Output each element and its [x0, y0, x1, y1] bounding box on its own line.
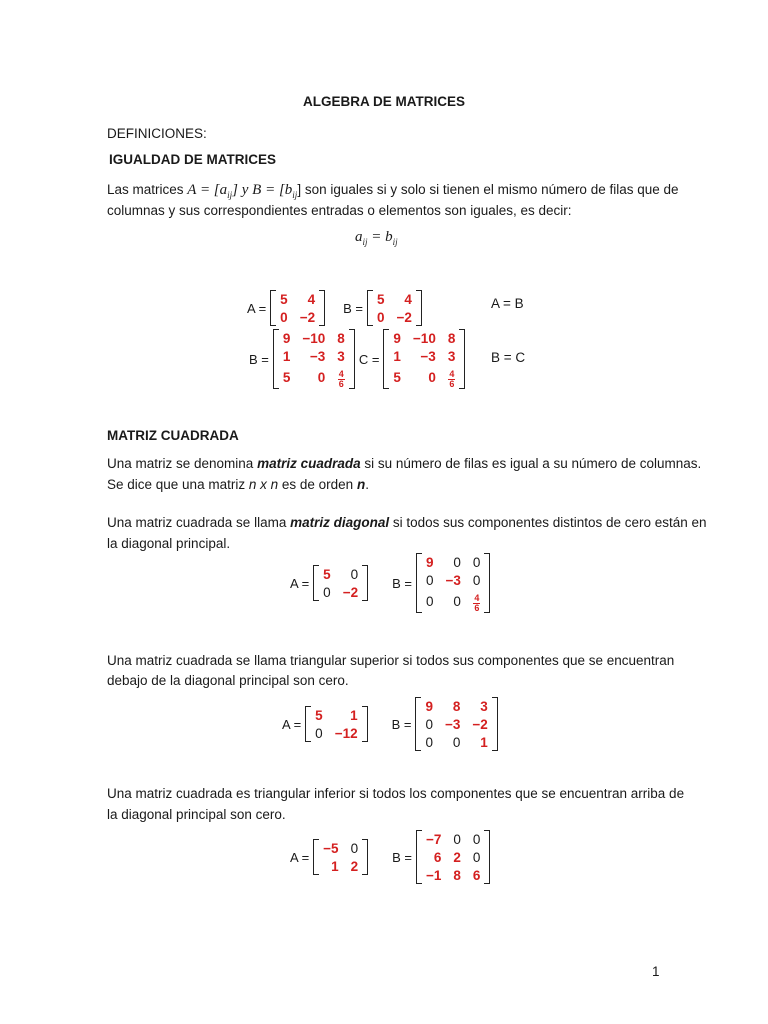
lower-p1: Una matriz cuadrada es triangular inferior si todos los componentes que se encuentran arriba de	[107, 786, 685, 801]
square-p1: Una matriz se denomina matriz cuadrada si su número de filas es igual a su número de columnas.	[107, 456, 702, 471]
upper-p2: debajo de la diagonal principal son cero.	[107, 673, 349, 688]
label-b2: B =	[249, 351, 269, 367]
matrix-lower-b: −7 0 0 6 2 0 −1 8 6	[416, 830, 490, 884]
matrix-upper-b: 9 8 3 0 −3 −2 0 0 1	[415, 697, 497, 751]
label-a: A =	[247, 300, 267, 316]
page-title: ALGEBRA DE MATRICES	[303, 94, 465, 109]
label-b: B =	[392, 575, 412, 591]
matrix-diag-a: 5 0 0 −2	[313, 565, 368, 601]
result-b-eq-c: B = C	[491, 350, 526, 365]
matrix-upper-a: 5 1 0 −12	[305, 706, 367, 742]
label-b: B =	[391, 716, 412, 732]
page-number: 1	[652, 964, 660, 979]
definitions-heading: DEFINICIONES:	[107, 126, 207, 141]
equality-paragraph-line2: columnas y sus correspondientes entradas o elementos son iguales, es decir:	[107, 203, 572, 218]
math-a: $A = [a_{ij}]$ y $B = [b_{ij}$	[187, 182, 298, 200]
upper-p1: Una matriz cuadrada se llama triangular superior si todos sus componentes que se encuentran	[107, 653, 675, 668]
lower-p2: la diagonal principal son cero.	[107, 807, 286, 822]
matrix-c: 9 −10 8 1 −3 3 5 0 $\frac{4}{6}$	[383, 329, 465, 389]
matrix-b3: 9 −10 8 1 −3 3 5 0 $\frac{4}{6}$	[273, 329, 355, 389]
matrix-diag-b: 9 0 0 0 −3 0 0 0 $\frac{4}{6}$	[416, 553, 490, 613]
label-a: A =	[290, 575, 310, 591]
example-diagonal	[290, 553, 490, 613]
label-b: B =	[392, 849, 412, 865]
example-lower	[290, 830, 490, 884]
para-text-post: ] son iguales si y solo si tienen el mismo número de filas que de	[297, 182, 679, 197]
label-a: A =	[290, 849, 310, 865]
example-bc	[249, 329, 465, 389]
diagonal-p1: Una matriz cuadrada se llama matriz diagonal si todos sus componentes distintos de cero están en	[107, 515, 707, 530]
matrix-b: 5 4 0 −2	[367, 290, 422, 326]
label-a: A =	[282, 716, 302, 732]
matrix-a: 5 4 0 −2	[270, 290, 325, 326]
matrix-lower-a: −5 0 1 2	[313, 839, 368, 875]
diagonal-p2: la diagonal principal.	[107, 536, 231, 551]
result-a-eq-b: A = B	[491, 296, 524, 311]
equality-formula: $a_{ij} = b_{ij}$	[355, 229, 398, 247]
square-heading: MATRIZ CUADRADA	[107, 428, 239, 443]
example-ab	[247, 290, 422, 326]
label-c: C =	[358, 351, 380, 367]
label-b: B =	[343, 300, 363, 316]
para-text: Las matrices	[107, 182, 184, 197]
example-upper	[282, 697, 498, 751]
square-p2: Se dice que una matriz n x n es de orden n.	[107, 477, 369, 492]
equality-heading: IGUALDAD DE MATRICES	[109, 152, 276, 167]
